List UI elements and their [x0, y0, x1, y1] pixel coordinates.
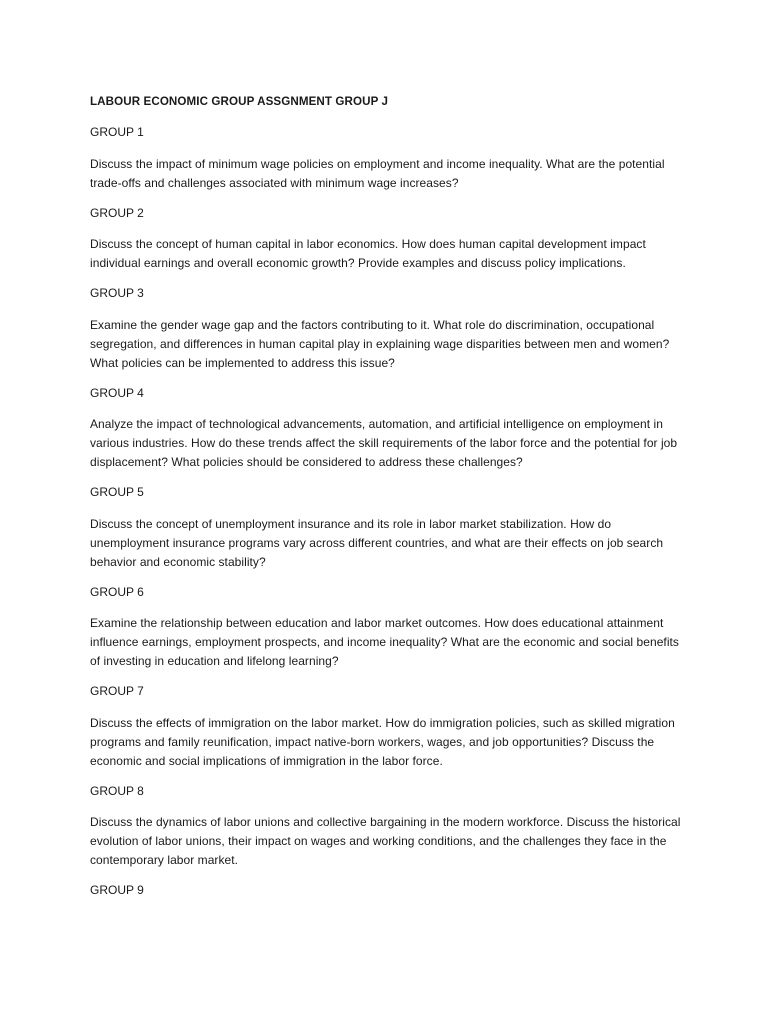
group-heading: GROUP 1 — [90, 125, 144, 139]
document-title: LABOUR ECONOMIC GROUP ASSGNMENT GROUP J — [90, 95, 389, 108]
group-question: Examine the gender wage gap and the factors contributing to it. What role do discrimination, occupational segregation, and differences in human capital play in explaining wage disparities between men and women? What policies can be implemented to address this issue? — [90, 317, 670, 370]
group-4 — [90, 385, 690, 473]
group-1 — [90, 124, 690, 193]
group-heading: GROUP 2 — [90, 205, 144, 220]
group-heading: GROUP 3 — [90, 286, 144, 300]
group-2 — [90, 205, 690, 274]
group-6 — [90, 584, 690, 672]
group-question: Discuss the concept of human capital in labor economics. How does human capital development impact individual earnings and overall economic growth? Provide examples and discuss policy implications. — [90, 237, 646, 270]
group-heading: GROUP 6 — [90, 584, 144, 599]
group-heading: GROUP 5 — [90, 485, 144, 499]
group-8 — [90, 783, 690, 871]
group-7 — [90, 683, 690, 771]
group-question: Discuss the concept of unemployment insurance and its role in labor market stabilization. How do unemployment insurance programs vary across different countries, and what are their effects on job search behavior and economic stability? — [90, 516, 664, 569]
document-page — [90, 94, 690, 913]
group-heading: GROUP 4 — [90, 385, 144, 400]
group-heading: GROUP 7 — [90, 684, 144, 698]
group-question: Discuss the effects of immigration on the labor market. How do immigration policies, such as skilled migration programs and family reunification, impact native-born workers, wages, and job opportunities? Discuss the economic and social implications of immigration in the labor force. — [90, 715, 675, 768]
group-5 — [90, 484, 690, 572]
group-heading: GROUP 9 — [90, 883, 144, 897]
group-question: Examine the relationship between education and labor market outcomes. How does educational attainment influence earnings, employment prospects, and income inequality? What are the economic and social benefits of investing in education and lifelong learning? — [90, 616, 679, 668]
group-heading: GROUP 8 — [90, 783, 144, 798]
group-3 — [90, 285, 690, 373]
group-9 — [90, 882, 690, 898]
group-question: Discuss the impact of minimum wage policies on employment and income inequality. What are the potential trade-offs and challenges associated with minimum wage increases? — [90, 156, 665, 190]
group-question: Discuss the dynamics of labor unions and collective bargaining in the modern workforce. Discuss the historical evolution of labor unions, their impact on wages and working conditions, and the challenges they face in the contemporary labor market. — [90, 815, 681, 867]
group-question: Analyze the impact of technological advancements, automation, and artificial intelligence on employment in various industries. How do these trends affect the skill requirements of the labor force and the potential for job displacement? What policies should be considered to address these challenges? — [90, 417, 678, 469]
